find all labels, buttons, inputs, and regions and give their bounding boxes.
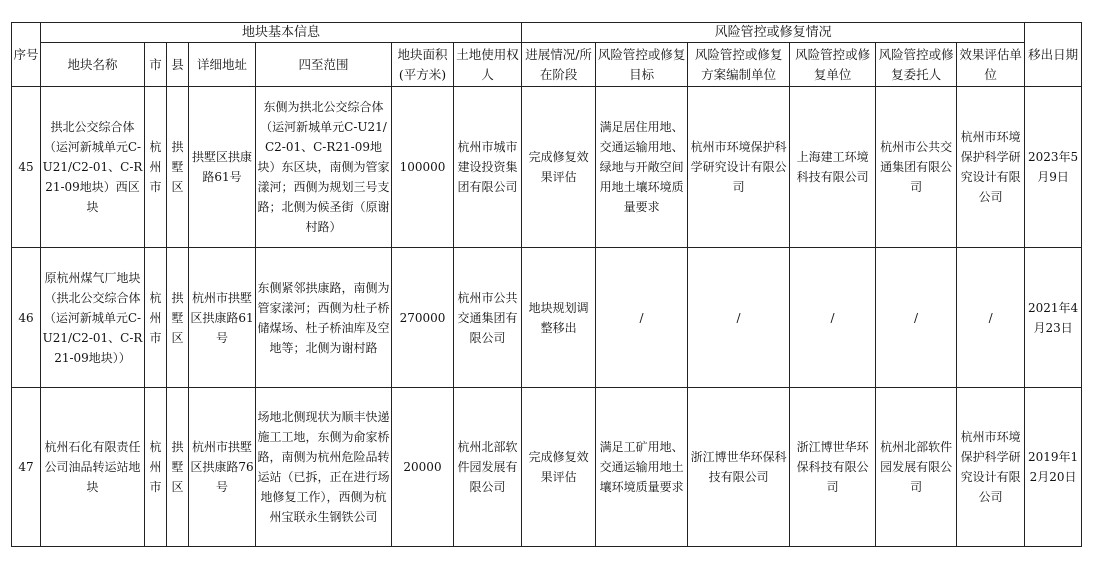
cell-stage: 地块规划调整移出: [522, 248, 596, 388]
cell-seq: 45: [12, 87, 41, 248]
header-client: 风险管控或修复委托人: [876, 43, 957, 87]
table-row: [12, 248, 1082, 388]
header-city: 市: [145, 43, 167, 87]
header-group-risk-control: 风险管控或修复情况: [522, 23, 1025, 43]
cell-goal: 满足居住用地、交通运输用地、绿地与开敞空间用地土壤环境质量要求: [596, 87, 688, 248]
cell-address: 杭州市拱墅区拱康路76号: [189, 388, 256, 547]
cell-plan-unit: 杭州市环境保护科学研究设计有限公司: [688, 87, 790, 248]
cell-plan-unit: /: [688, 248, 790, 388]
cell-county: 拱墅区: [167, 87, 189, 248]
cell-city: 杭州市: [145, 388, 167, 547]
header-county: 县: [167, 43, 189, 87]
cell-client: /: [876, 248, 957, 388]
cell-removal-date: 2021年4月23日: [1025, 248, 1082, 388]
cell-eval-unit: 杭州市环境保护科学研究设计有限公司: [957, 87, 1025, 248]
cell-goal: /: [596, 248, 688, 388]
header-group-row: [12, 23, 1082, 43]
cell-eval-unit: /: [957, 248, 1025, 388]
header-seq: 序号: [12, 23, 41, 87]
contaminated-site-table: [11, 22, 1082, 547]
header-eval-unit: 效果评估单位: [957, 43, 1025, 87]
header-area: 地块面积(平方米): [392, 43, 454, 87]
cell-land-owner: 杭州市城市建设投资集团有限公司: [454, 87, 522, 248]
header-column-row: [12, 43, 1082, 87]
header-group-basic-info: 地块基本信息: [41, 23, 522, 43]
cell-seq: 47: [12, 388, 41, 547]
cell-repair-unit: /: [790, 248, 876, 388]
cell-boundary: 场地北侧现状为顺丰快递施工工地，东侧为俞家桥路，南侧为杭州危险品转运站（已拆，正在进行场地修复工作），西侧为杭州宝联永生钢铁公司: [256, 388, 392, 547]
cell-site-name: 杭州石化有限责任公司油品转运站地块: [41, 388, 145, 547]
cell-site-name: 拱北公交综合体（运河新城单元C-U21/C2-01、C-R21-09地块）西区块: [41, 87, 145, 248]
cell-area: 100000: [392, 87, 454, 248]
cell-boundary: 东侧为拱北公交综合体（运河新城单元C-U21/C2-01、C-R21-09地块）东区块，南侧为管家漾河；西侧为规划三号支路；北侧为候圣街（原谢村路）: [256, 87, 392, 248]
table-row: [12, 388, 1082, 547]
cell-stage: 完成修复效果评估: [522, 87, 596, 248]
cell-city: 杭州市: [145, 248, 167, 388]
cell-removal-date: 2019年12月20日: [1025, 388, 1082, 547]
header-site-name: 地块名称: [41, 43, 145, 87]
header-stage: 进展情况/所在阶段: [522, 43, 596, 87]
cell-client: 杭州市公共交通集团有限公司: [876, 87, 957, 248]
cell-repair-unit: 上海建工环境科技有限公司: [790, 87, 876, 248]
cell-plan-unit: 浙江博世华环保科技有限公司: [688, 388, 790, 547]
header-boundary: 四至范围: [256, 43, 392, 87]
cell-repair-unit: 浙江博世华环保科技有限公司: [790, 388, 876, 547]
cell-area: 270000: [392, 248, 454, 388]
cell-seq: 46: [12, 248, 41, 388]
cell-stage: 完成修复效果评估: [522, 388, 596, 547]
header-address: 详细地址: [189, 43, 256, 87]
cell-address: 拱墅区拱康路61号: [189, 87, 256, 248]
cell-client: 杭州北部软件园发展有限公司: [876, 388, 957, 547]
header-repair-unit: 风险管控或修复单位: [790, 43, 876, 87]
header-removal-date: 移出日期: [1025, 23, 1082, 87]
header-land-owner: 土地使用权人: [454, 43, 522, 87]
cell-boundary: 东侧紧邻拱康路，南侧为管家漾河；西侧为杜子桥储煤场、杜子桥油库及空地等；北侧为谢村路: [256, 248, 392, 388]
cell-address: 杭州市拱墅区拱康路61号: [189, 248, 256, 388]
cell-goal: 满足工矿用地、交通运输用地土壤环境质量要求: [596, 388, 688, 547]
header-goal: 风险管控或修复目标: [596, 43, 688, 87]
cell-land-owner: 杭州北部软件园发展有限公司: [454, 388, 522, 547]
cell-city: 杭州市: [145, 87, 167, 248]
cell-county: 拱墅区: [167, 248, 189, 388]
cell-site-name: 原杭州煤气厂地块（拱北公交综合体（运河新城单元C-U21/C2-01、C-R21-09地块））: [41, 248, 145, 388]
cell-area: 20000: [392, 388, 454, 547]
header-plan-unit: 风险管控或修复方案编制单位: [688, 43, 790, 87]
cell-land-owner: 杭州市公共交通集团有限公司: [454, 248, 522, 388]
table-row: [12, 87, 1082, 248]
cell-removal-date: 2023年5月9日: [1025, 87, 1082, 248]
cell-eval-unit: 杭州市环境保护科学研究设计有限公司: [957, 388, 1025, 547]
cell-county: 拱墅区: [167, 388, 189, 547]
